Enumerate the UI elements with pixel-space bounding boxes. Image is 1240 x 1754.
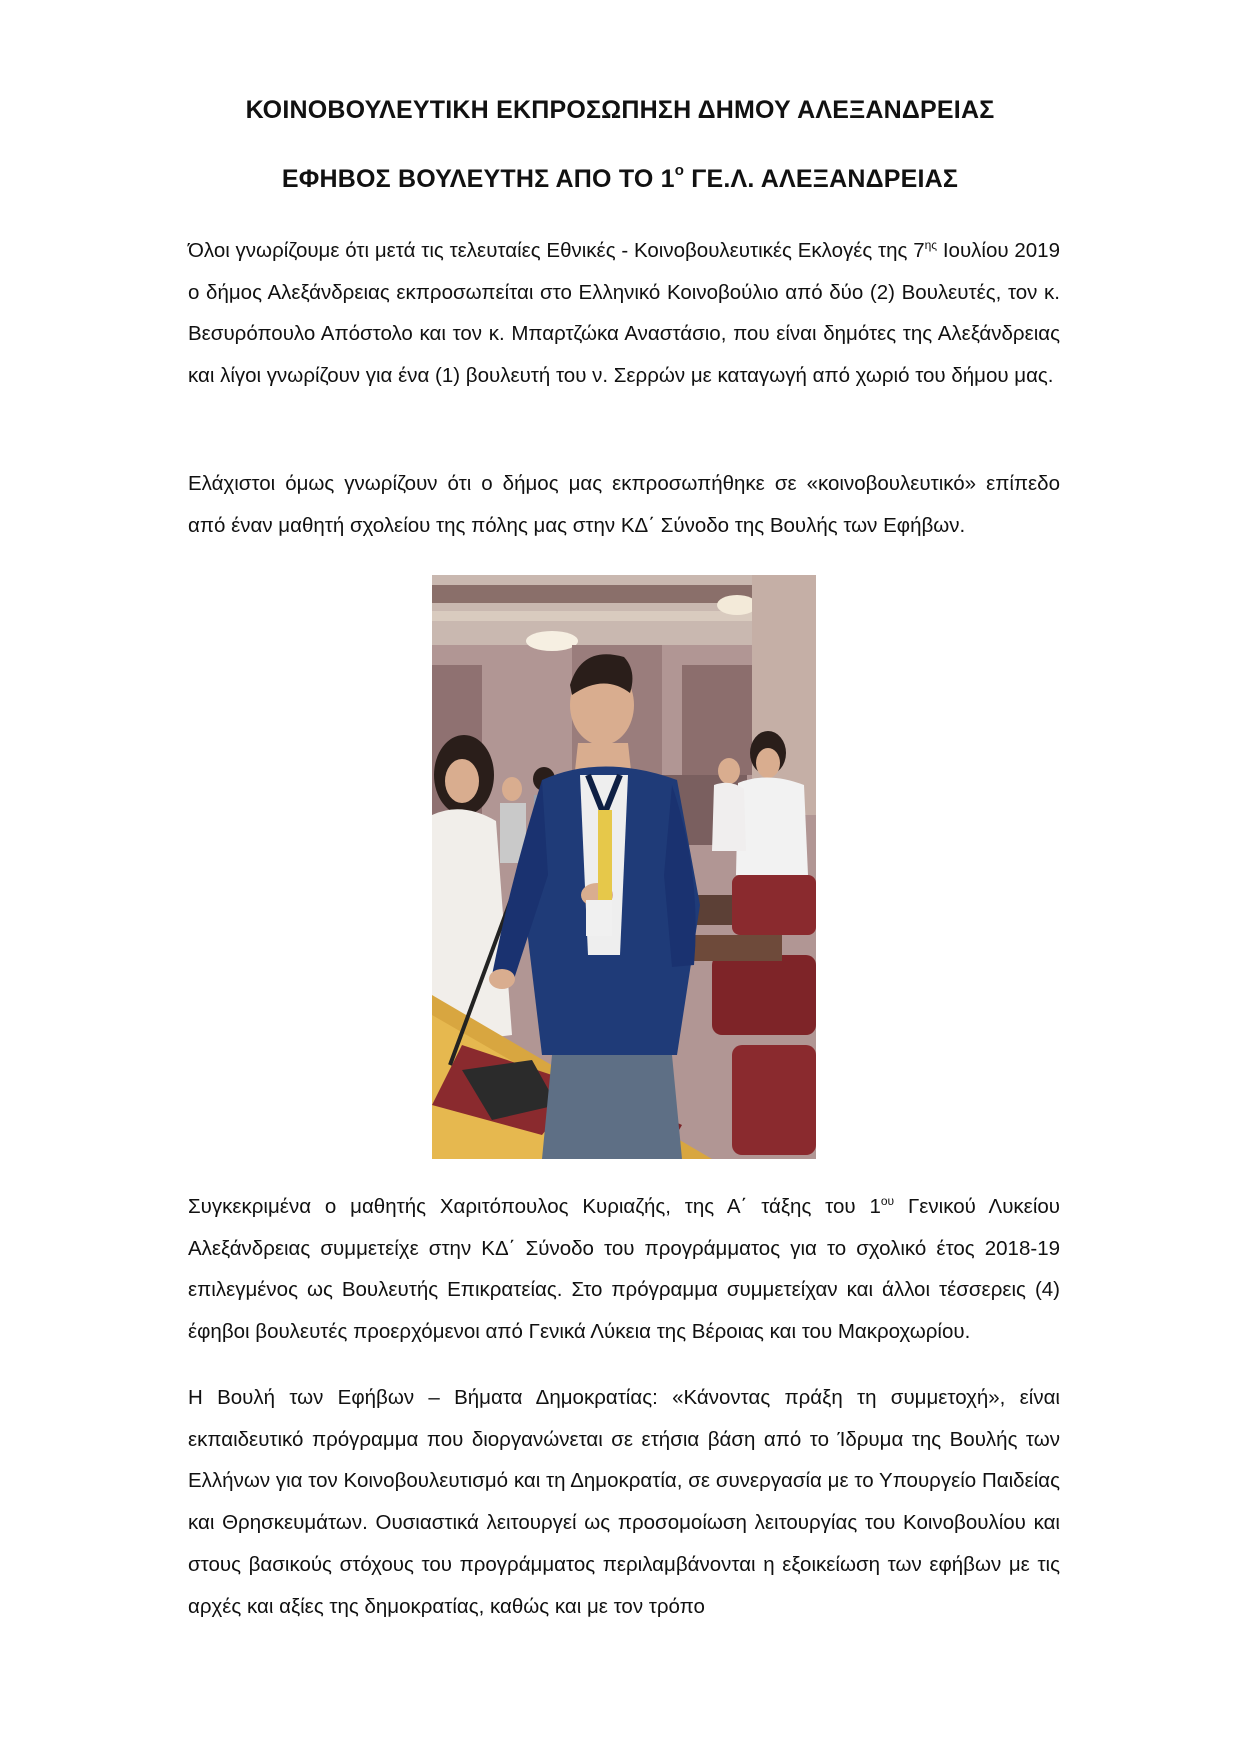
subtitle-text-end: ΓΕ.Λ. ΑΛΕΞΑΝΔΡΕΙΑΣ [684, 165, 959, 193]
paragraph-3-text: Συγκεκριμένα ο μαθητής Χαριτόπουλος Κυριαζής, της Α΄ τάξης του 1 [188, 1195, 881, 1218]
title-line-1: ΚΟΙΝΟΒΟΥΛΕΥΤΙΚΗ ΕΚΠΡΟΣΩΠΗΣΗ ΔΗΜΟΥ ΑΛΕΞΑΝΔΡΕΙΑΣ [245, 96, 995, 124]
paragraph-4 [188, 1377, 1060, 1627]
paragraph-1 [188, 230, 1060, 397]
paragraph-2-text: Ελάχιστοι όμως γνωρίζουν ότι ο δήμος μας εκπροσωπήθηκε σε «κοινοβουλευτικό» επίπεδο από έναν μαθητή σχολείου της πόλης μας στην ΚΔ΄ Σύνοδο της Βουλής των Εφήβων. [188, 472, 1060, 537]
paragraph-2 [188, 463, 1060, 546]
subtitle-text: ΕΦΗΒΟΣ ΒΟΥΛΕΥΤΗΣ ΑΠΟ ΤΟ 1 [281, 165, 675, 193]
document-title [0, 96, 1240, 125]
paragraph-3-text-end: Γενικού Λυκείου Αλεξάνδρειας συμμετείχε στην ΚΔ΄ Σύνοδο του προγράμματος για το σχολικό έτος 2018-19 επιλεγμένος ως Βουλευτής Επικρατείας. Στο πρόγραμμα συμμετείχαν και άλλοι τέσσερεις (4) έφηβοι βουλευτές προερχόμενοι από Γενικά Λύκεια της Βέροιας και του Μακροχωρίου. [188, 1195, 1060, 1344]
ordinal-superscript: ης [924, 238, 938, 253]
subtitle-ordinal-superscript: ο [674, 161, 685, 179]
photo-student-in-parliament [432, 575, 816, 1159]
paragraph-1-text: Όλοι γνωρίζουμε ότι μετά τις τελευταίες Εθνικές - Κοινοβουλευτικές Εκλογές της 7 [188, 239, 925, 262]
document-subtitle [0, 161, 1240, 194]
paragraph-1-text-end: Ιουλίου 2019 ο δήμος Αλεξάνδρειας εκπροσωπείται στο Ελληνικό Κοινοβούλιο από δύο (2) Βουλευτές, τον κ. Βεσυρόπουλο Απόστολο και τον κ. Μπαρτζώκα Αναστάσιο, που είναι δημότες της Αλεξάνδρειας και λίγοι γνωρίζουν για ένα (1) βουλευτή του ν. Σερρών με καταγωγή από χωριό του δήμου μας. [188, 239, 1060, 388]
paragraph-4-text: Η Βουλή των Εφήβων – Βήματα Δημοκρατίας: «Κάνοντας πράξη τη συμμετοχή», είναι εκπαιδευτικό πρόγραμμα που διοργανώνεται σε ετήσια βάση από το Ίδρυμα της Βουλής των Ελλήνων για τον Κοινοβουλευτισμό και τη Δημοκρατία, σε συνεργασία με το Υπουργείο Παιδείας και Θρησκευμάτων. Ουσιαστικά λειτουργεί ως προσομοίωση λειτουργίας του Κοινοβουλίου και στους βασικούς στόχους του προγράμματος περιλαμβάνονται η εξοικείωση των εφήβων με τις αρχές και αξίες της δημοκρατίας, καθώς και με τον τρόπο [188, 1386, 1060, 1618]
ordinal-superscript: ου [880, 1194, 895, 1209]
paragraph-3 [188, 1186, 1060, 1353]
